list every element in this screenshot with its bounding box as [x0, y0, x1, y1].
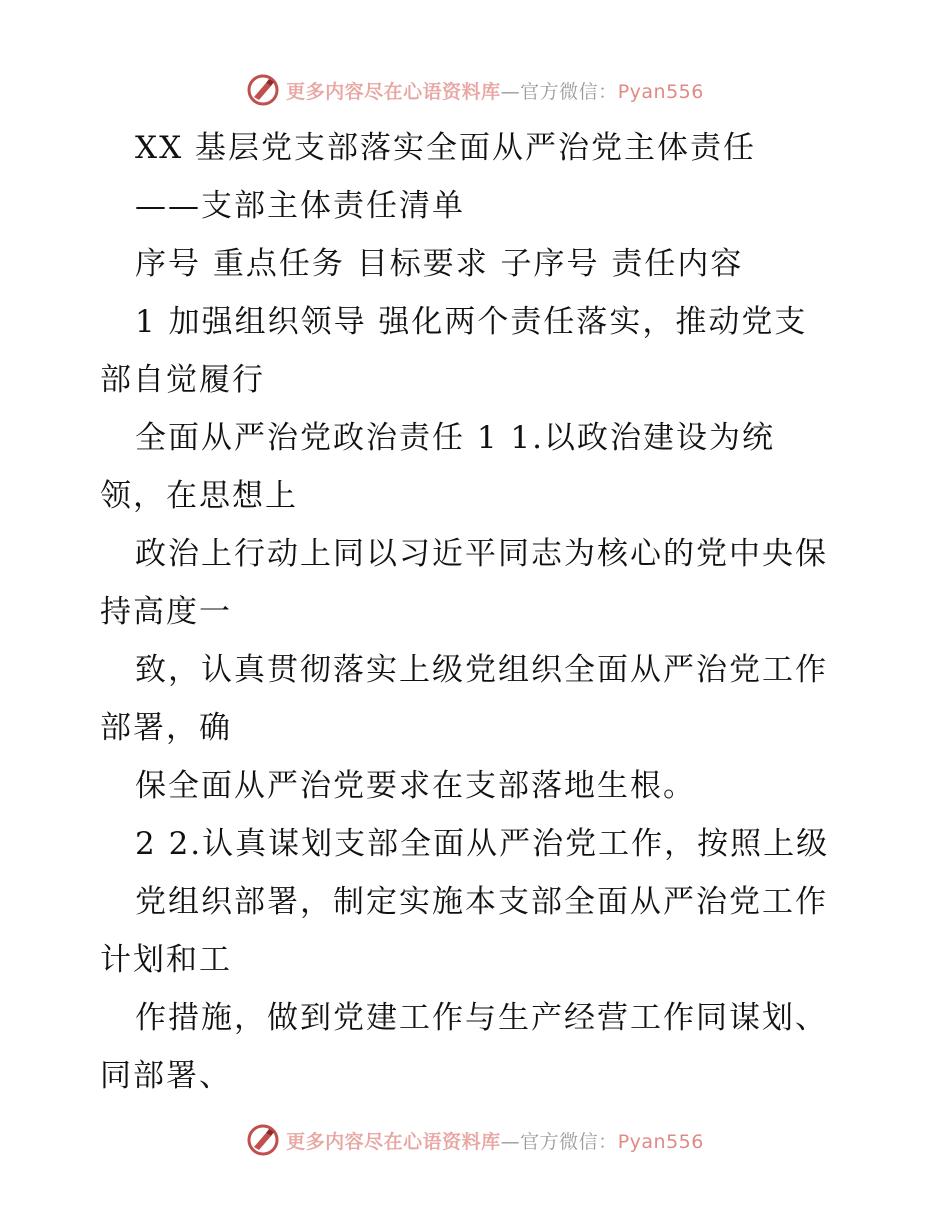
text-line: 部署，确 [100, 710, 232, 746]
watermark-main-text: 更多内容尽在心语资料库 [286, 80, 501, 103]
footer-watermark [0, 1120, 950, 1160]
watermark-sub-text: —官方微信： [500, 80, 618, 103]
document-title: XX 基层党支部落实全面从严治党主体责任 [135, 130, 756, 166]
text-line: 1 加强组织领导 强化两个责任落实，推动党支 [135, 304, 808, 340]
text-line: 全面从严治党政治责任 1 1.以政治建设为统 [135, 420, 776, 456]
watermark-main-text: 更多内容尽在心语资料库 [286, 1130, 501, 1153]
text-line: 部自觉履行 [100, 362, 265, 398]
text-line: 计划和工 [100, 942, 232, 978]
watermark-wechat-id: Pyan556 [617, 80, 704, 103]
text-line: 2 2.认真谋划支部全面从严治党工作，按照上级 [135, 826, 830, 862]
watermark-wechat-id: Pyan556 [617, 1130, 704, 1153]
text-line: 政治上行动上同以习近平同志为核心的党中央保 [135, 536, 828, 572]
header-watermark [0, 70, 950, 110]
text-line: 保全面从严治党要求在支部落地生根。 [135, 768, 696, 804]
text-line: 作措施，做到党建工作与生产经营工作同谋划、 [135, 1000, 828, 1036]
pen-circle-logo-icon [246, 73, 280, 107]
text-line: 致，认真贯彻落实上级党组织全面从严治党工作 [135, 652, 828, 688]
document-subtitle: ——支部主体责任清单 [135, 188, 465, 224]
table-header-line: 序号 重点任务 目标要求 子序号 责任内容 [135, 246, 744, 282]
text-line: 领，在思想上 [100, 478, 298, 514]
text-line: 持高度一 [100, 594, 232, 630]
pen-circle-logo-icon [246, 1123, 280, 1157]
watermark-sub-text: —官方微信： [500, 1130, 618, 1153]
text-line: 党组织部署，制定实施本支部全面从严治党工作 [135, 884, 828, 920]
text-line: 同部署、 [100, 1058, 232, 1094]
